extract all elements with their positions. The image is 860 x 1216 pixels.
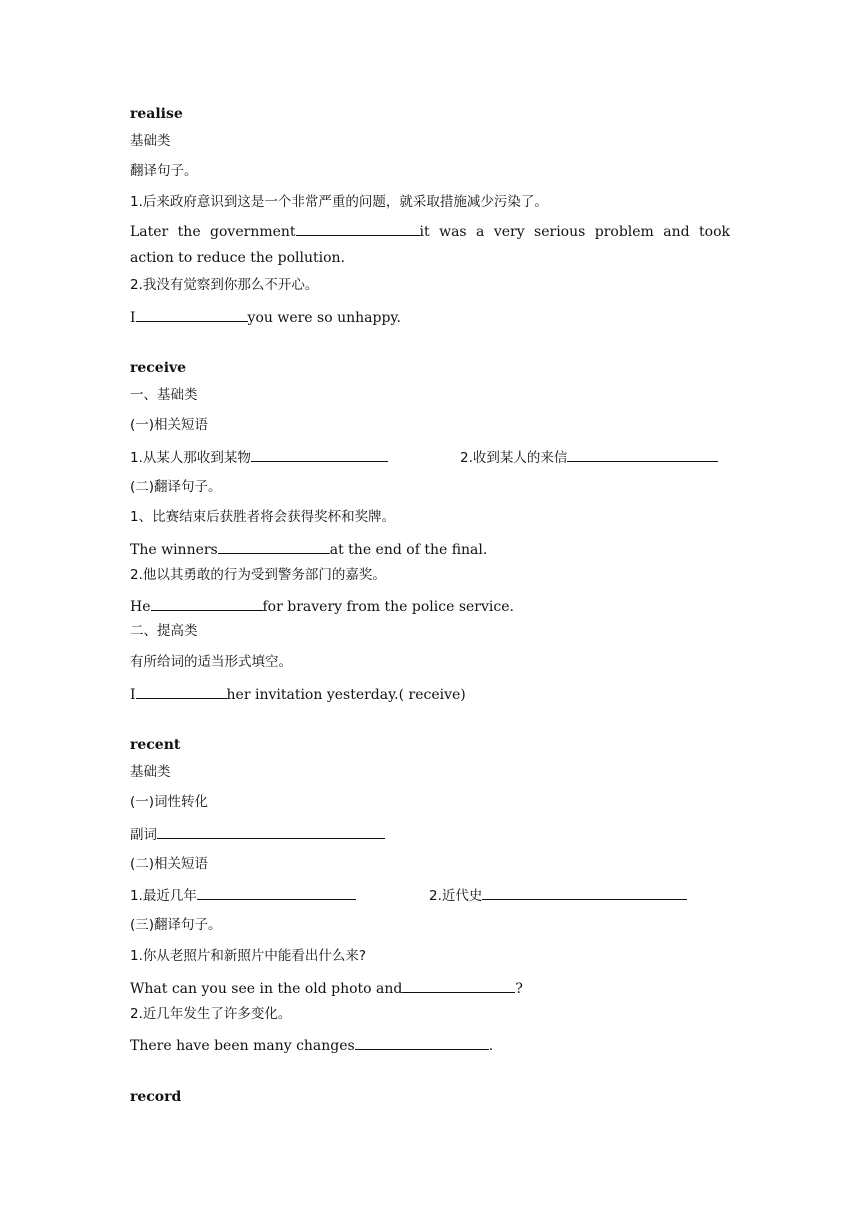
answer-blank[interactable] <box>296 221 420 236</box>
text: . <box>488 1038 494 1054</box>
question-cn: 1、比赛结束后获胜者将会获得奖杯和奖牌。 <box>130 509 396 525</box>
heading-receive: receive <box>130 360 187 376</box>
question-en <box>130 307 401 327</box>
text: it was a very serious problem and took action to reduce the pollution. <box>130 224 730 266</box>
question-en <box>130 1035 493 1055</box>
phrase-item <box>130 885 356 905</box>
category-realise: 基础类 <box>130 133 171 149</box>
subheading: (一)相关短语 <box>130 417 209 433</box>
subheading: (二)翻译句子。 <box>130 479 222 495</box>
text: I <box>130 687 136 703</box>
answer-blank[interactable] <box>251 447 388 462</box>
category-recent: 基础类 <box>130 764 171 780</box>
question-en <box>130 978 523 998</box>
heading-record: record <box>130 1089 182 1105</box>
answer-blank[interactable] <box>136 307 248 322</box>
text: There have been many changes <box>130 1038 355 1054</box>
text: at the end of the final. <box>329 542 488 558</box>
question-cn: 2.他以其勇敢的行为受到警务部门的嘉奖。 <box>130 567 386 583</box>
text: What can you see in the old photo and <box>130 981 403 997</box>
answer-blank[interactable] <box>151 596 263 611</box>
text: for bravery from the police service. <box>262 599 514 615</box>
text: 2.近代史 <box>429 888 483 904</box>
phrase-item <box>130 447 388 467</box>
answer-blank[interactable] <box>355 1035 489 1050</box>
subheading: (二)相关短语 <box>130 856 209 872</box>
word-form-item <box>130 824 385 844</box>
text: 2.收到某人的来信 <box>460 450 568 466</box>
answer-blank[interactable] <box>482 885 687 900</box>
text: 副词 <box>130 827 157 843</box>
question-cn: 1.后来政府意识到这是一个非常严重的问题，就采取措施减少污染了。 <box>130 194 548 210</box>
question-en <box>130 219 730 271</box>
answer-blank[interactable] <box>567 447 718 462</box>
instruction-realise: 翻译句子。 <box>130 163 198 179</box>
question-en <box>130 596 514 616</box>
answer-blank[interactable] <box>402 978 515 993</box>
text: ? <box>515 981 523 997</box>
instruction: 有所给词的适当形式填空。 <box>130 654 292 670</box>
answer-blank[interactable] <box>157 824 385 839</box>
heading-recent: recent <box>130 737 181 753</box>
text: Later the government <box>130 224 296 240</box>
answer-blank[interactable] <box>197 885 356 900</box>
category-receive: 一、基础类 <box>130 387 198 403</box>
text: 1.从某人那收到某物 <box>130 450 251 466</box>
text: The winners <box>130 542 218 558</box>
subheading: (三)翻译句子。 <box>130 917 222 933</box>
text: 1.最近几年 <box>130 888 197 904</box>
text: I <box>130 310 136 326</box>
question-en <box>130 684 466 704</box>
question-cn: 2.近几年发生了许多变化。 <box>130 1006 292 1022</box>
question-en <box>130 539 487 559</box>
text: He <box>130 599 151 615</box>
question-cn: 2.我没有觉察到你那么不开心。 <box>130 277 319 293</box>
phrase-item <box>460 447 718 467</box>
text: her invitation yesterday.( receive) <box>226 687 466 703</box>
answer-blank[interactable] <box>218 539 330 554</box>
phrase-item <box>429 885 687 905</box>
category-receive-advanced: 二、提高类 <box>130 623 198 639</box>
answer-blank[interactable] <box>136 684 227 699</box>
heading-realise: realise <box>130 106 183 122</box>
subheading: (一)词性转化 <box>130 794 209 810</box>
text: you were so unhappy. <box>247 310 401 326</box>
question-cn: 1.你从老照片和新照片中能看出什么来? <box>130 948 367 964</box>
